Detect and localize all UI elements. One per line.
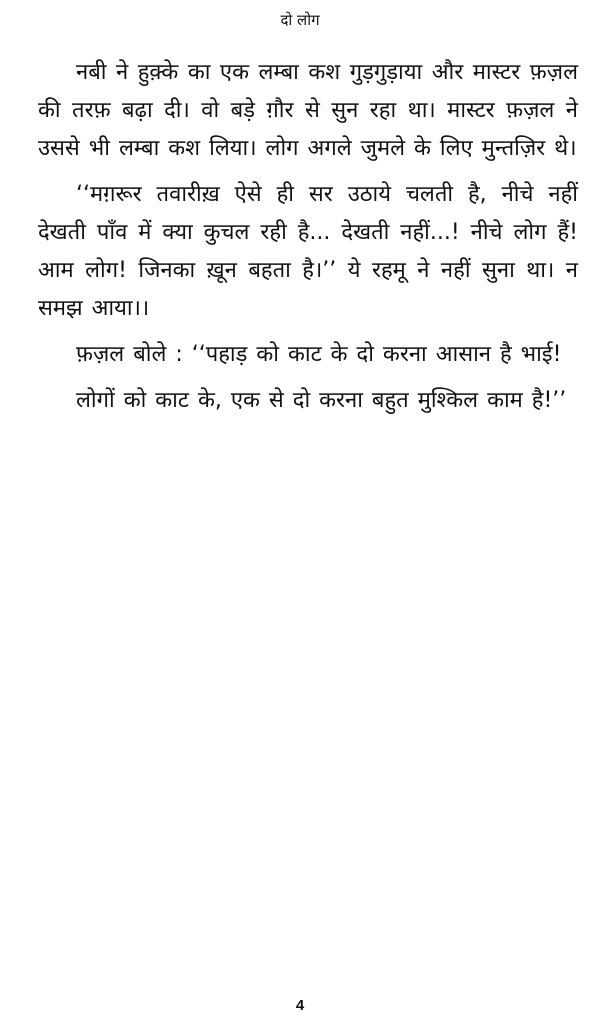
page-number: 4 — [295, 997, 305, 1014]
paragraph-1: नबी ने हुक़्के का एक लम्बा कश गुड़गुड़ाया और मास्टर फ़ज़ल की तरफ़ बढ़ा दी। वो बड़े ग़ौर से सुन रहा था। मास्टर फ़ज़ल ने उससे भी लम्बा कश लिया। लोग अगले जुमले के लिए मुन्तज़िर थे। — [38, 60, 578, 161]
body-text — [38, 54, 578, 428]
paragraph-4: लोगों को काट के, एक से दो करना बहुत मुश्किल काम है!’’ — [76, 388, 567, 413]
paragraph-3: फ़ज़ल बोले : ‘‘पहाड़ को काट के दो करना आसान है भाई! — [76, 342, 562, 367]
running-head-title: दो लोग — [280, 11, 320, 29]
paragraph-2: ‘‘मग़रूर तवारीख़ ऐसे ही सर उठाये चलती है, नीचे नहीं देखती पाँव में क्या कुचल रही है... देखती नहीं...! नीचे लोग हैं! आम लोग! जिनका ख़ून बहता है।’’ ये रहमू ने नहीं सुना था। न समझ आया।। — [38, 182, 578, 321]
